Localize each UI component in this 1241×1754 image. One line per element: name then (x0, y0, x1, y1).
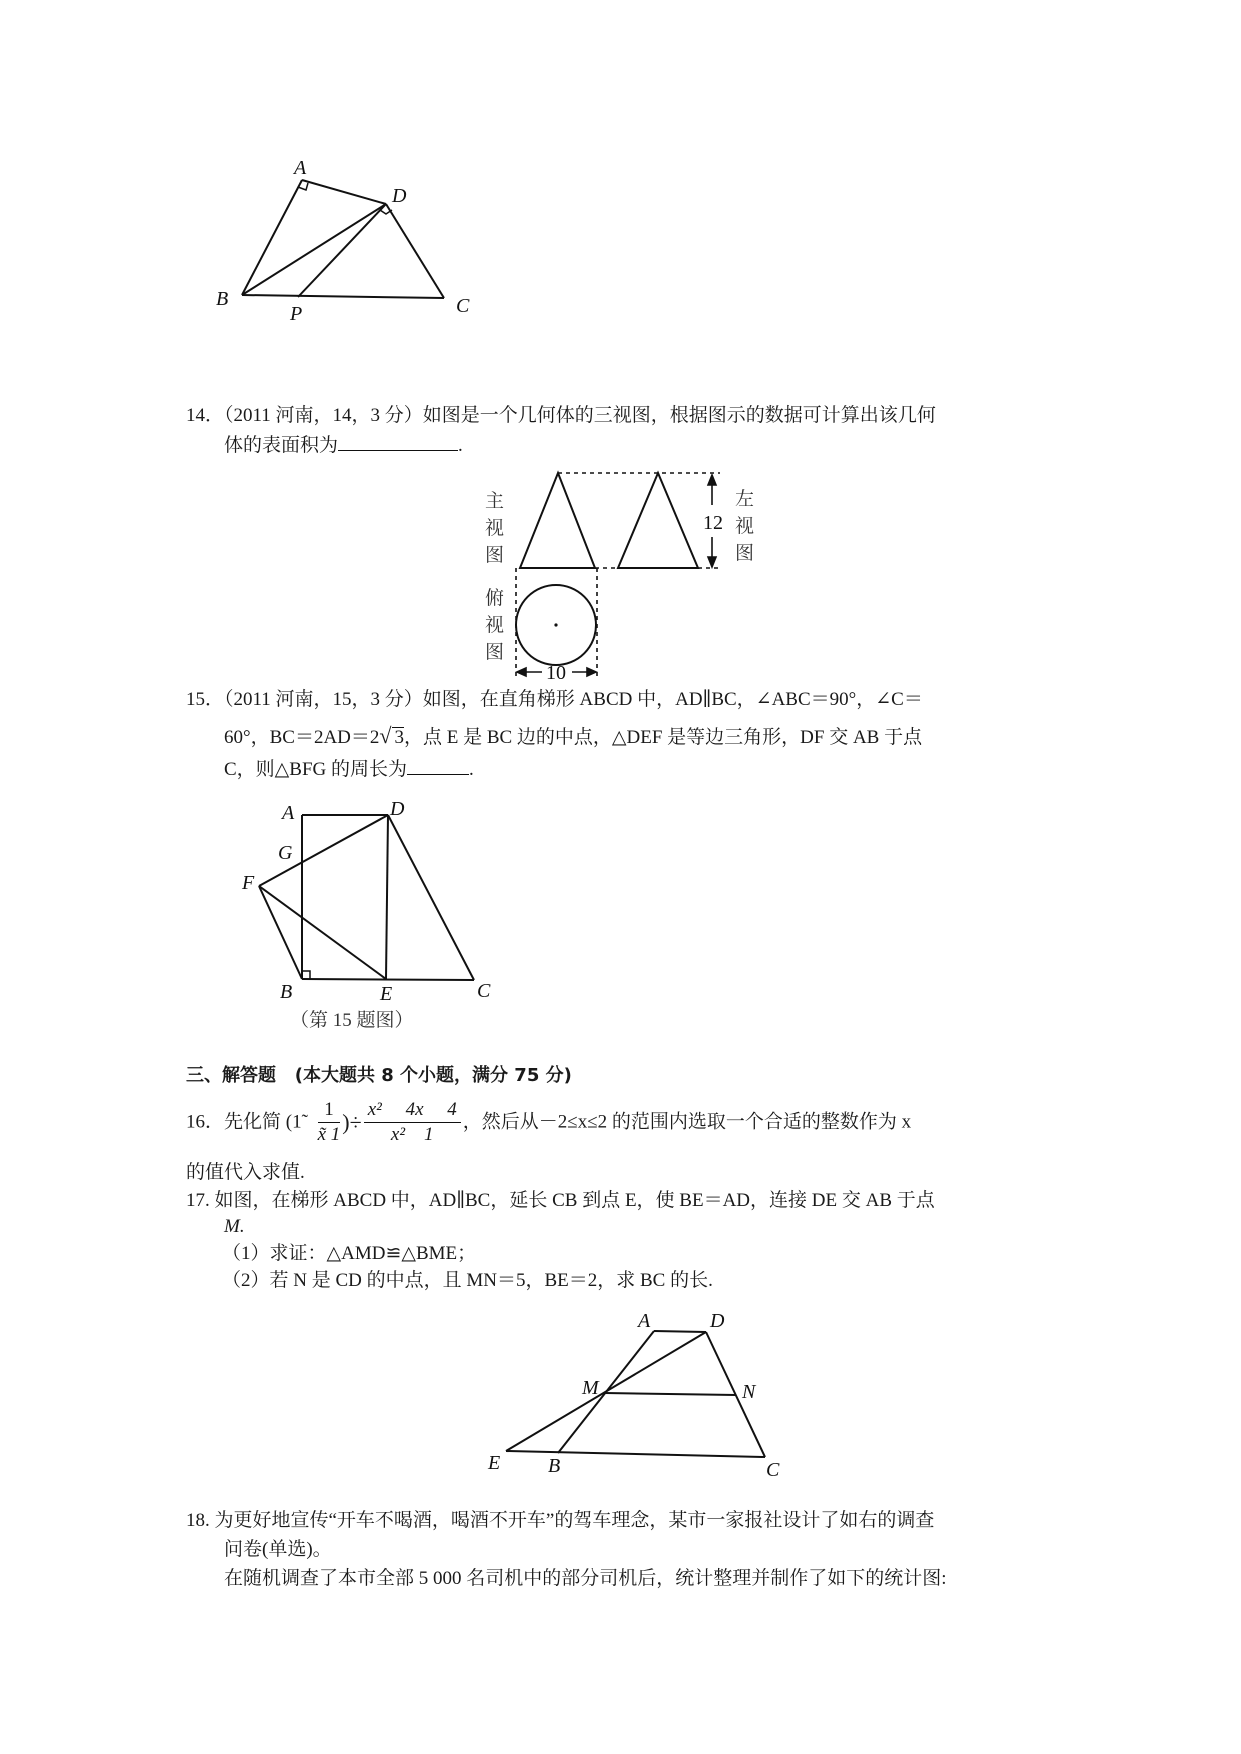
segment-DC (388, 815, 474, 980)
question-text: C，则△BFG 的周长为 (224, 759, 407, 780)
segment-ED (506, 1332, 706, 1451)
question-number: 17. (186, 1190, 210, 1211)
figure-q13-lines (242, 180, 444, 298)
question-number: 16． (186, 1111, 225, 1133)
section-heading (186, 1063, 572, 1089)
label-M: M (582, 1377, 599, 1399)
question-17 (186, 1188, 935, 1214)
question-15-line3 (224, 756, 474, 783)
question-18-line3: 在随机调查了本市全部 5 000 名司机中的部分司机后，统计整理并制作了如下的统计图: (224, 1568, 947, 1589)
segment-DE (386, 815, 388, 979)
question-number: 15． (186, 689, 225, 710)
question-number: 14． (186, 405, 225, 426)
section-title: 三、解答题 (186, 1065, 276, 1086)
top-view-label: 俯视图 (485, 587, 505, 663)
segment-AB (242, 180, 302, 295)
label-C: C (456, 295, 470, 317)
label-G: G (278, 842, 293, 864)
center-dot (554, 623, 557, 626)
question-14-line2 (224, 432, 463, 459)
figure-q13 (200, 140, 520, 360)
label-D: D (392, 185, 407, 207)
label-D: D (390, 798, 405, 820)
fraction-1-denominator: x̃ 1 (317, 1124, 341, 1145)
question-15 (186, 687, 923, 713)
label-C: C (477, 980, 491, 1002)
sqrt-sign: √ (379, 723, 392, 748)
right-angle-mark-B (302, 971, 310, 979)
section-note: (本大题共 8 个小题，满分 75 分) (294, 1065, 572, 1086)
question-text: ，点 E 是 BC 边的中点，△DEF 是等边三角形，DF 交 AB 于点 (403, 727, 923, 748)
label-P: P (290, 303, 303, 325)
label-C: C (766, 1459, 780, 1480)
period: . (469, 759, 474, 780)
segment-DC (386, 204, 444, 298)
height-label: 12 (703, 512, 723, 534)
right-angle-mark-D (380, 210, 392, 214)
figure-q15 (230, 795, 500, 1015)
question-text: （2011 河南，15，3 分）如图，在直角梯形 ABCD 中，AD∥BC，∠ABC＝90°，∠C＝ (224, 689, 923, 710)
front-view-label: 主视图 (485, 490, 505, 566)
period: . (458, 435, 463, 456)
question-text: （2011 河南，14，3 分）如图是一个几何体的三视图，根据图示的数据可计算出该几何 (224, 405, 936, 426)
figure-q15-caption: （第 15 题图） (290, 1010, 414, 1031)
division-sign: )÷ (342, 1109, 362, 1135)
label-E: E (488, 1452, 501, 1474)
question-text: 先化简 (1̃ (224, 1111, 302, 1133)
figure-q17 (470, 1300, 800, 1480)
question-text: 60°，BC＝2AD＝2 (224, 727, 380, 748)
question-17-part2: （2）若 N 是 CD 的中点，且 MN＝5，BE＝2，求 BC 的长. (222, 1270, 713, 1291)
segment-EC (506, 1451, 765, 1457)
fraction-1 (318, 1098, 341, 1147)
question-17-line2: M. (224, 1216, 245, 1237)
answer-blank[interactable] (338, 432, 458, 451)
label-F: F (242, 872, 255, 894)
front-view-triangle (520, 473, 595, 568)
question-text: ，然后从－2≤x≤2 的范围内选取一个合适的整数作为 x (462, 1111, 912, 1133)
fraction-2-denominator: x² 1 (390, 1124, 434, 1145)
label-A: A (282, 802, 295, 824)
label-A: A (638, 1310, 651, 1332)
left-view-label: 左视图 (735, 488, 755, 564)
segment-FE (259, 886, 386, 979)
segment-BC (242, 295, 444, 298)
segment-AD (654, 1331, 706, 1332)
question-text: 体的表面积为 (224, 435, 339, 456)
label-N: N (742, 1381, 756, 1403)
label-D: D (710, 1310, 725, 1332)
question-18-line2: 问卷(单选)。 (224, 1539, 332, 1560)
fraction-2 (364, 1098, 461, 1147)
answer-blank[interactable] (407, 756, 469, 775)
question-text: 如图，在梯形 ABCD 中，AD∥BC，延长 CB 到点 E，使 BE＝AD，连接 DE 交 AB 于点 (214, 1190, 935, 1211)
figure-q14-three-views (470, 465, 770, 680)
fraction-2-numerator: x² 4x 4 (364, 1098, 461, 1123)
segment-AD (302, 180, 386, 204)
sqrt-radicand: 3 (394, 727, 404, 748)
segment-MN (605, 1393, 736, 1395)
label-B: B (548, 1455, 561, 1477)
segment-BC (302, 979, 474, 980)
fraction-1-numerator: 1 (318, 1098, 341, 1123)
question-17-part1: （1）求证：△AMD≌△BME； (222, 1243, 477, 1264)
question-text: 为更好地宣传“开车不喝酒，喝酒不开车”的驾车理念，某市一家报社设计了如右的调查 (214, 1510, 935, 1531)
left-view-triangle (618, 473, 698, 568)
width-label: 10 (546, 662, 566, 680)
question-14 (186, 403, 936, 429)
segment-FB (259, 886, 302, 979)
question-16-line2: 的值代入求值. (186, 1162, 305, 1183)
question-number: 18. (186, 1510, 210, 1531)
label-B: B (216, 288, 229, 310)
question-15-line2 (224, 723, 922, 751)
label-B: B (280, 981, 293, 1003)
question-18 (186, 1508, 934, 1534)
label-E: E (380, 983, 393, 1005)
label-A: A (294, 157, 307, 179)
question-16 (186, 1098, 911, 1147)
